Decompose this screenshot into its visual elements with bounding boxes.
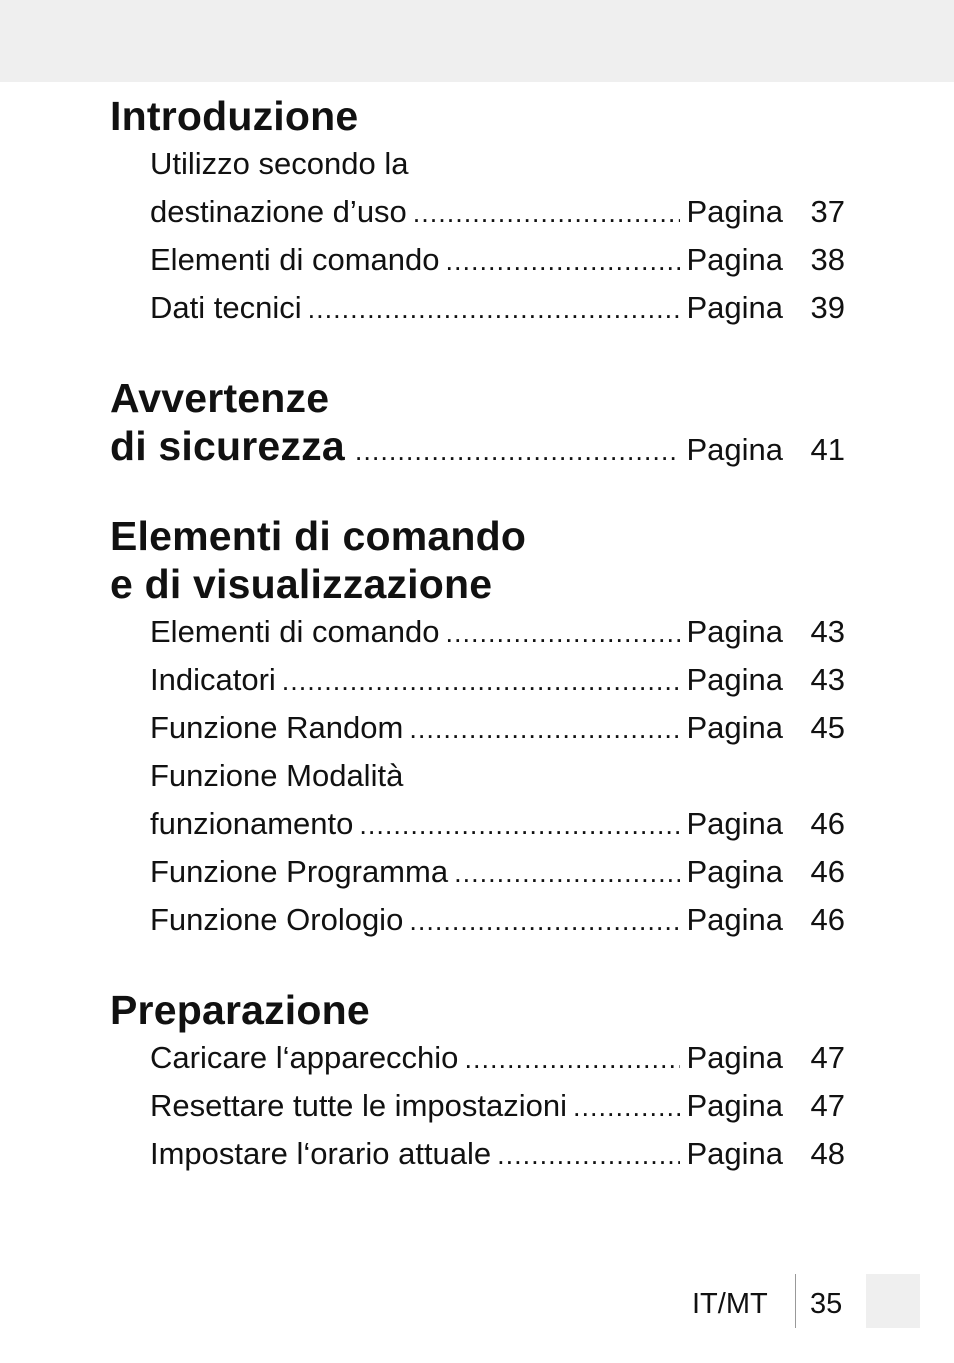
page-label: Pagina [686, 1088, 783, 1123]
toc-entry-label: Dati tecnici [150, 290, 302, 325]
dot-leader [359, 801, 680, 849]
section-title: Preparazione [110, 987, 370, 1033]
toc-section-elementi [110, 512, 845, 944]
dot-leader [464, 1035, 680, 1083]
toc-entry[interactable] [110, 1082, 845, 1130]
toc-entry[interactable] [110, 1130, 845, 1178]
toc-entry-label: Funzione Programma [150, 854, 449, 889]
toc-entry[interactable] [110, 284, 845, 332]
toc-entry[interactable] [110, 704, 845, 752]
dot-leader [409, 897, 680, 945]
dot-leader [282, 657, 681, 705]
toc-entry-label: Elementi di comando [150, 614, 440, 649]
table-of-contents [110, 92, 845, 1220]
toc-entry-label: Caricare l‘apparecchio [150, 1040, 459, 1075]
page-label: Pagina [686, 1136, 783, 1171]
language-code: IT/MT [692, 1288, 768, 1320]
toc-entry[interactable] [110, 800, 845, 848]
page-number: 45 [810, 710, 845, 745]
dot-leader [454, 849, 680, 897]
section-title-line1: Elementi di comando [110, 513, 527, 559]
toc-entry-label: Resettare tutte le impostazioni [150, 1088, 567, 1123]
page-label: Pagina [686, 614, 783, 649]
dot-leader [446, 609, 681, 657]
page-number: 48 [810, 1136, 845, 1171]
footer-page-number: 35 [810, 1288, 843, 1320]
page-label: Pagina [686, 710, 783, 745]
toc-entry[interactable] [110, 422, 845, 470]
page-number: 38 [810, 242, 845, 277]
dot-leader [413, 189, 681, 237]
page-number: 47 [810, 1040, 845, 1075]
dot-leader [308, 285, 681, 333]
page-number: 46 [810, 902, 845, 937]
toc-entry[interactable] [110, 896, 845, 944]
page-number: 41 [810, 432, 845, 467]
toc-entry[interactable] [110, 608, 845, 656]
toc-entry-line1: Funzione Modalità [150, 758, 404, 793]
toc-entry[interactable] [110, 236, 845, 284]
toc-section-preparazione [110, 986, 845, 1178]
toc-entry[interactable] [110, 188, 845, 236]
page-number: 37 [810, 194, 845, 229]
toc-entry-label: Impostare l‘orario attuale [150, 1136, 492, 1171]
section-title-line2: e di visualizzazione [110, 561, 493, 607]
dot-leader [573, 1083, 680, 1131]
dot-leader [355, 436, 681, 467]
toc-entry-label: funzionamento [150, 806, 354, 841]
page-label: Pagina [686, 854, 783, 889]
toc-entry-label: Elementi di comando [150, 242, 440, 277]
toc-entry[interactable] [110, 848, 845, 896]
toc-entry-label: destinazione d’uso [150, 194, 407, 229]
page-number: 46 [810, 806, 845, 841]
page-number: 46 [810, 854, 845, 889]
section-title-line1: Avvertenze [110, 375, 330, 421]
toc-section-avvertenze [110, 374, 845, 470]
page-label: Pagina [686, 432, 783, 467]
header-band [0, 0, 954, 82]
toc-entry-label: Indicatori [150, 662, 276, 697]
toc-entry-label: Funzione Orologio [150, 902, 404, 937]
dot-leader [409, 705, 680, 753]
page-edge-tab [866, 1274, 920, 1328]
page-label: Pagina [686, 902, 783, 937]
page-label: Pagina [686, 1040, 783, 1075]
toc-entry[interactable] [110, 1034, 845, 1082]
page-number: 43 [810, 614, 845, 649]
page-number: 47 [810, 1088, 845, 1123]
dot-leader [497, 1131, 680, 1179]
page-label: Pagina [686, 662, 783, 697]
toc-section-introduzione [110, 92, 845, 332]
toc-entry[interactable] [110, 656, 845, 704]
page-label: Pagina [686, 242, 783, 277]
page-label: Pagina [686, 290, 783, 325]
toc-entry-label: Funzione Random [150, 710, 404, 745]
page-label: Pagina [686, 194, 783, 229]
toc-entry-line1: Utilizzo secondo la [150, 146, 409, 181]
dot-leader [446, 237, 681, 285]
page-label: Pagina [686, 806, 783, 841]
section-title: Introduzione [110, 93, 359, 139]
page-number: 39 [810, 290, 845, 325]
page-number: 43 [810, 662, 845, 697]
section-title-line2: di sicurezza [110, 423, 345, 469]
footer-divider [795, 1274, 796, 1328]
